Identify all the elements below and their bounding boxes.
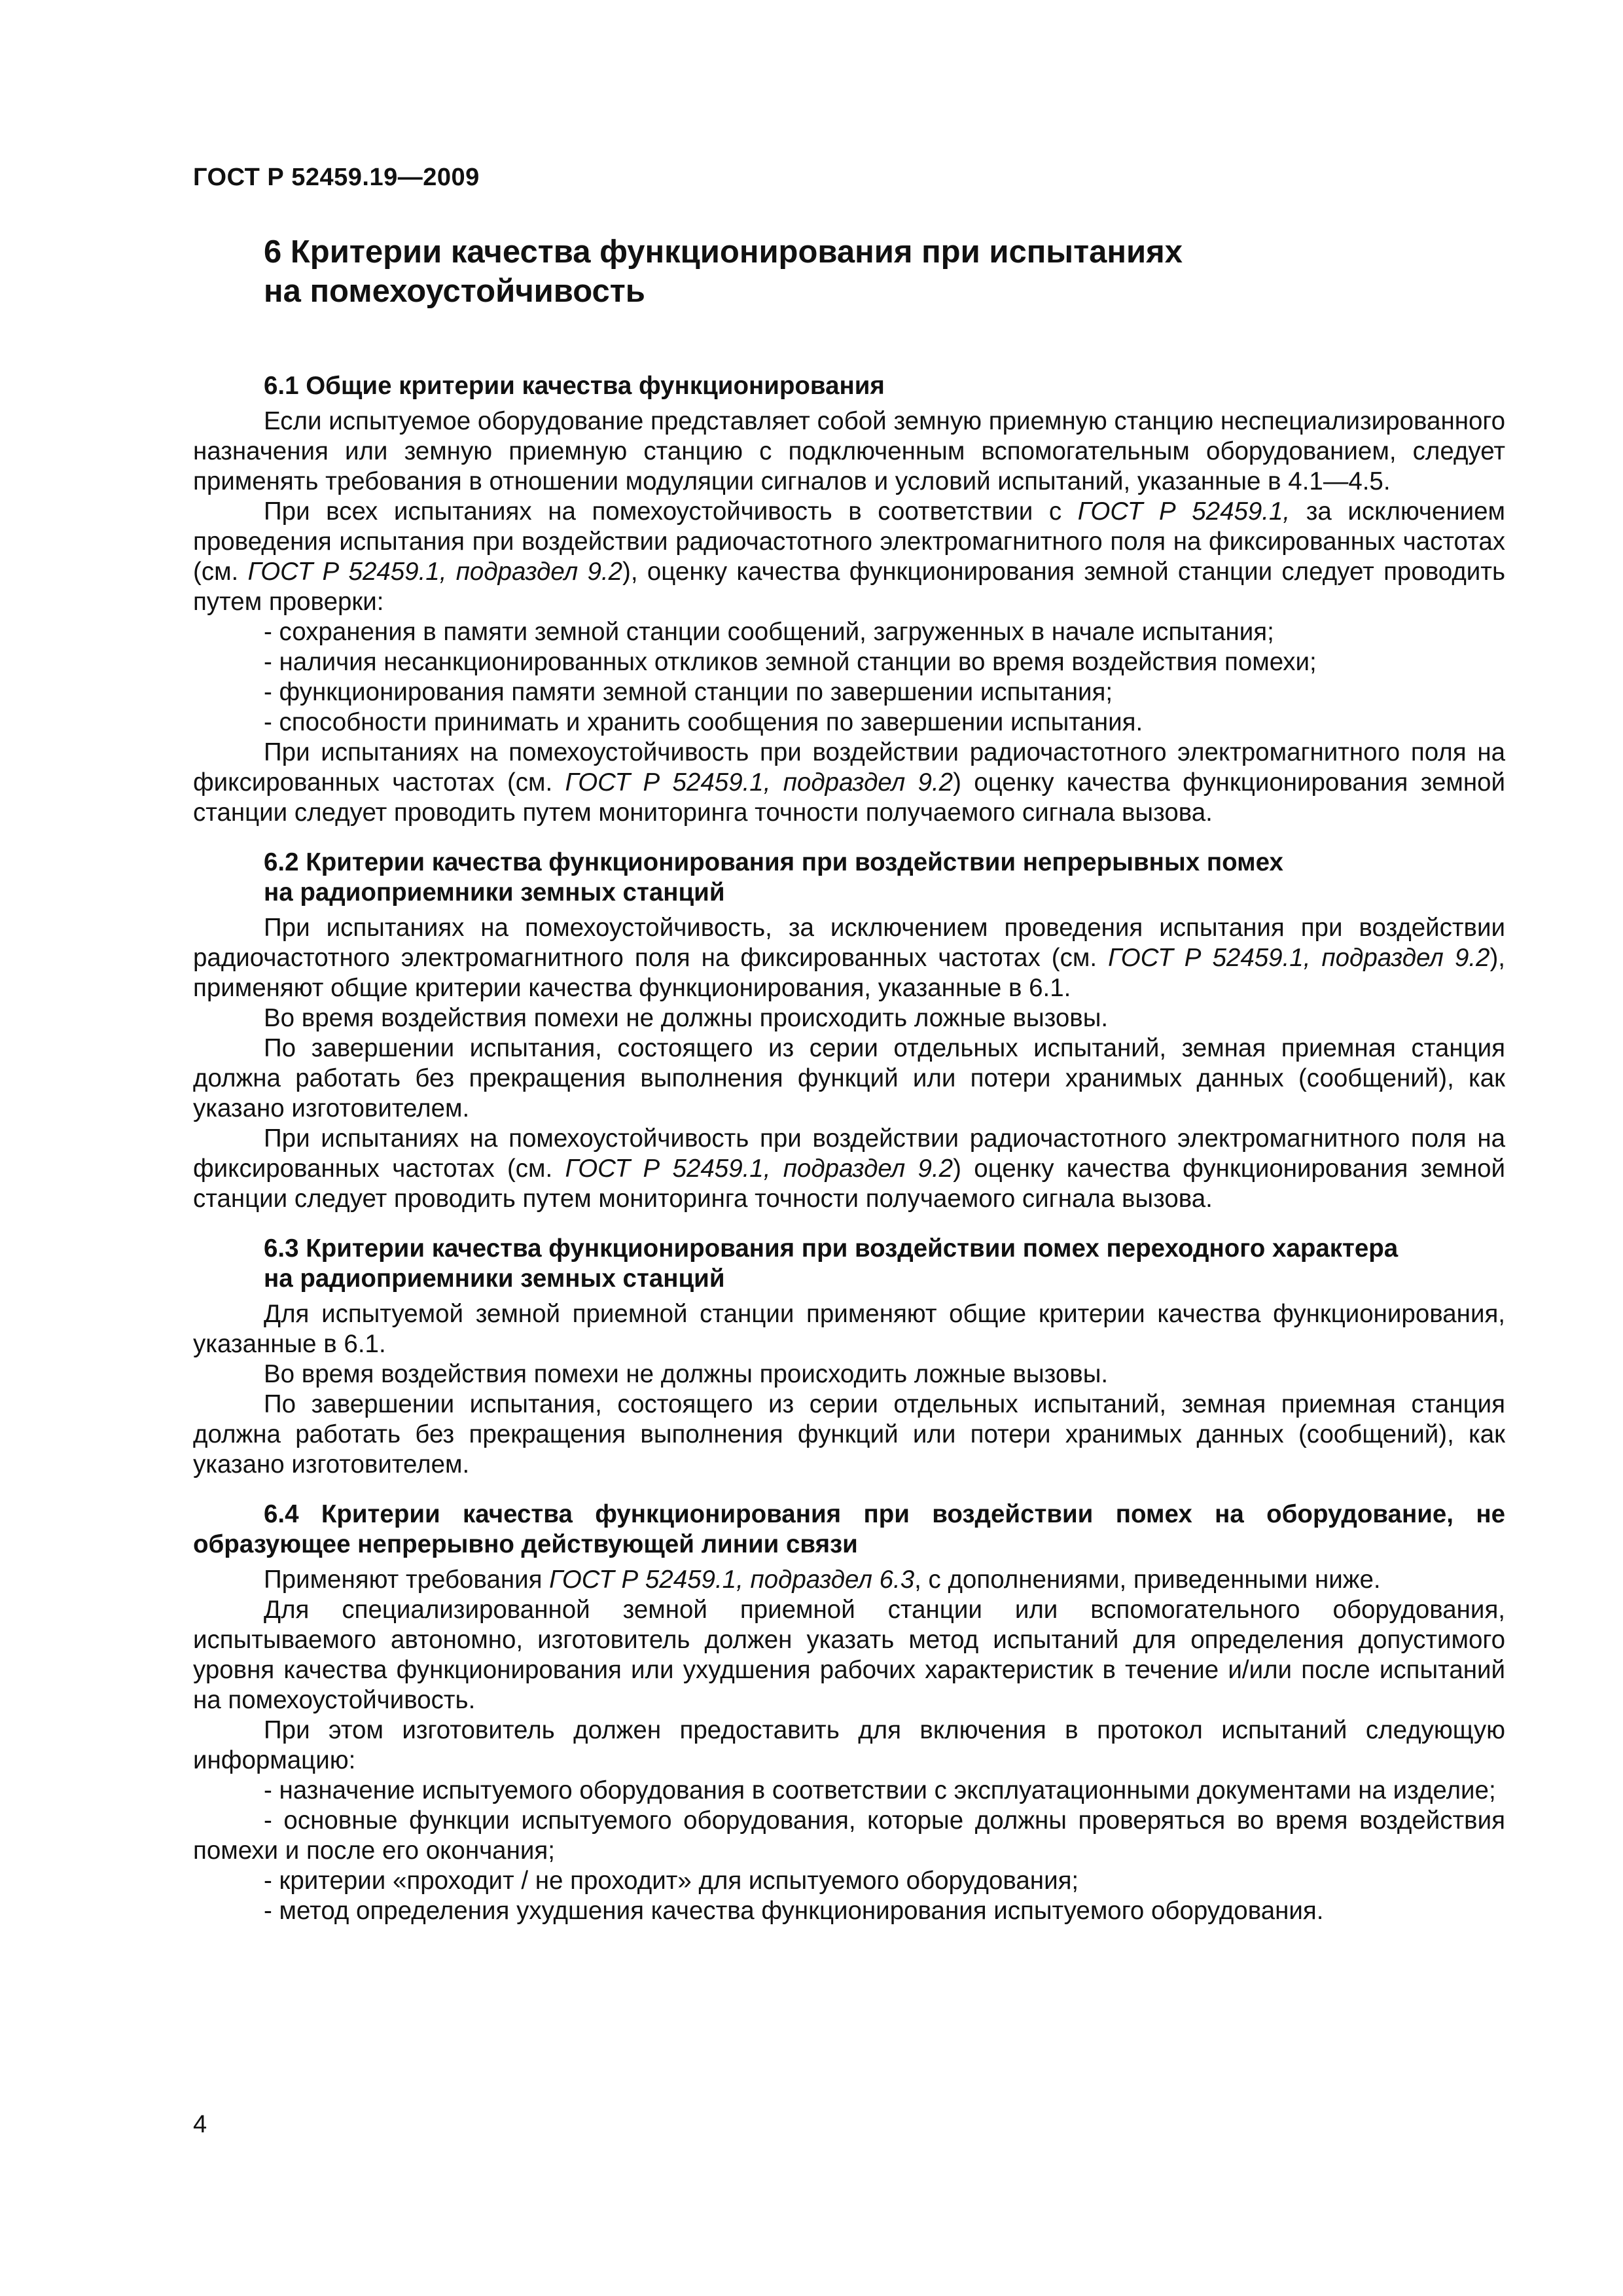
list-item: - функционирования памяти земной станции по завершении испытания; bbox=[264, 678, 1113, 706]
subsection-6-4-title: 6.4 Критерии качества функционирования при воздействии помех на оборудование, не образующее непрерывно действующей линии связи bbox=[193, 1500, 1505, 1558]
subsection-6-4-paragraph-2: Для специализированной земной приемной станции или вспомогательного оборудования, испытываемого автономно, изготовитель должен указать метод испытаний для определения допустимого уровня качества функционирования или ухудшения рабочих характеристик в течение и/или после испытаний на помехоустойчивость. bbox=[193, 1596, 1505, 1714]
section-title-line-1: 6 Критерии качества функционирования при испытаниях bbox=[264, 234, 1183, 270]
list-item: - метод определения ухудшения качества функционирования испытуемого оборудования. bbox=[264, 1897, 1324, 1925]
list-item: - назначение испытуемого оборудования в соответствии с эксплуатационными документами на изделие; bbox=[264, 1776, 1496, 1804]
subsection-6-1-title: 6.1 Общие критерии качества функционирования bbox=[264, 372, 885, 400]
subsection-6-3-title: 6.3 Критерии качества функционирования при воздействии помех переходного характера на радиоприемники земных станций bbox=[264, 1234, 1399, 1293]
subsection-6-2-title: 6.2 Критерии качества функционирования при воздействии непрерывных помех на радиоприемники земных станций bbox=[264, 848, 1283, 906]
subsection-6-1-paragraph-1: Если испытуемое оборудование представляет собой земную приемную станцию неспециализированного назначения или земную приемную станцию с подключенным вспомогательным оборудованием, следует применять требования в отношении модуляции сигналов и условий испытаний, указанные в 4.1—4.5. bbox=[193, 407, 1505, 495]
list-item: - наличия несанкционированных откликов земной станции во время воздействия помехи; bbox=[264, 648, 1317, 676]
section-title-line-2: на помехоустойчивость bbox=[264, 274, 645, 309]
page-content bbox=[193, 232, 1505, 1926]
subsection-6-4-paragraph-3: При этом изготовитель должен предоставить для включения в протокол испытаний следующую информацию: bbox=[193, 1716, 1505, 1774]
subsection-6-2-paragraph-1: При испытаниях на помехоустойчивость, за исключением проведения испытания при воздействии радиочастотного электромагнитного поля на фиксированных частотах (см. ГОСТ Р 52459.1, подраздел 9.2), применяют общие критерии качества функционирования, указанные в 6.1. bbox=[193, 914, 1505, 1002]
standard-reference: ГОСТ Р 52459.1, bbox=[1077, 497, 1291, 526]
standard-reference: ГОСТ Р 52459.1, подраздел 9.2 bbox=[1108, 944, 1490, 972]
page-number: 4 bbox=[193, 2111, 207, 2138]
subsection-6-1-paragraph-3: При испытаниях на помехоустойчивость при воздействии радиочастотного электромагнитного поля на фиксированных частотах (см. ГОСТ Р 52459.1, подраздел 9.2) оценку качества функционирования земной станции следует проводить путем мониторинга точности получаемого сигнала вызова. bbox=[193, 738, 1506, 827]
subsection-6-2-paragraph-2: Во время воздействия помехи не должны происходить ложные вызовы. bbox=[264, 1004, 1109, 1032]
subsection-6-3-paragraph-3: По завершении испытания, состоящего из серии отдельных испытаний, земная приемная станция должна работать без прекращения выполнения функций или потери хранимых данных (сообщений), как указано изготовителем. bbox=[193, 1390, 1505, 1479]
standard-reference: ГОСТ Р 52459.1, подраздел 6.3 bbox=[549, 1566, 915, 1594]
subsection-6-3-paragraph-1: Для испытуемой земной приемной станции применяют общие критерии качества функционирования, указанные в 6.1. bbox=[193, 1300, 1505, 1358]
list-item: - основные функции испытуемого оборудования, которые должны проверяться во время воздействия помехи и после его окончания; bbox=[193, 1806, 1505, 1865]
subsection-6-4-paragraph-1: Применяют требования ГОСТ Р 52459.1, подраздел 6.3, с дополнениями, приведенными ниже. bbox=[264, 1566, 1381, 1594]
list-item: - критерии «проходит / не проходит» для испытуемого оборудования; bbox=[264, 1867, 1079, 1895]
standard-reference: ГОСТ Р 52459.1, подраздел 9.2 bbox=[247, 558, 623, 586]
subsection-6-3-paragraph-2: Во время воздействия помехи не должны происходить ложные вызовы. bbox=[264, 1360, 1109, 1388]
subsection-6-1-paragraph-2: При всех испытаниях на помехоустойчивость в соответствии с ГОСТ Р 52459.1, за исключением проведения испытания при воздействии радиочастотного электромагнитного поля на фиксированных частотах (см. ГОСТ Р 52459.1, подраздел 9.2), оценку качества функционирования земной станции следует проводить путем проверки: bbox=[193, 497, 1506, 616]
list-item: - способности принимать и хранить сообщения по завершении испытания. bbox=[264, 708, 1143, 736]
subsection-6-2-paragraph-4: При испытаниях на помехоустойчивость при воздействии радиочастотного электромагнитного поля на фиксированных частотах (см. ГОСТ Р 52459.1, подраздел 9.2) оценку качества функционирования земной станции следует проводить путем мониторинга точности получаемого сигнала вызова. bbox=[193, 1124, 1506, 1213]
standard-header: ГОСТ Р 52459.19—2009 bbox=[193, 164, 480, 191]
section-title bbox=[264, 232, 1505, 311]
list-item: - сохранения в памяти земной станции сообщений, загруженных в начале испытания; bbox=[264, 618, 1274, 646]
subsection-6-2-paragraph-3: По завершении испытания, состоящего из серии отдельных испытаний, земная приемная станция должна работать без прекращения выполнения функций или потери хранимых данных (сообщений), как указано изготовителем. bbox=[193, 1034, 1505, 1122]
standard-reference: ГОСТ Р 52459.1, подраздел 9.2 bbox=[565, 768, 954, 797]
standard-reference: ГОСТ Р 52459.1, подраздел 9.2 bbox=[565, 1155, 954, 1183]
